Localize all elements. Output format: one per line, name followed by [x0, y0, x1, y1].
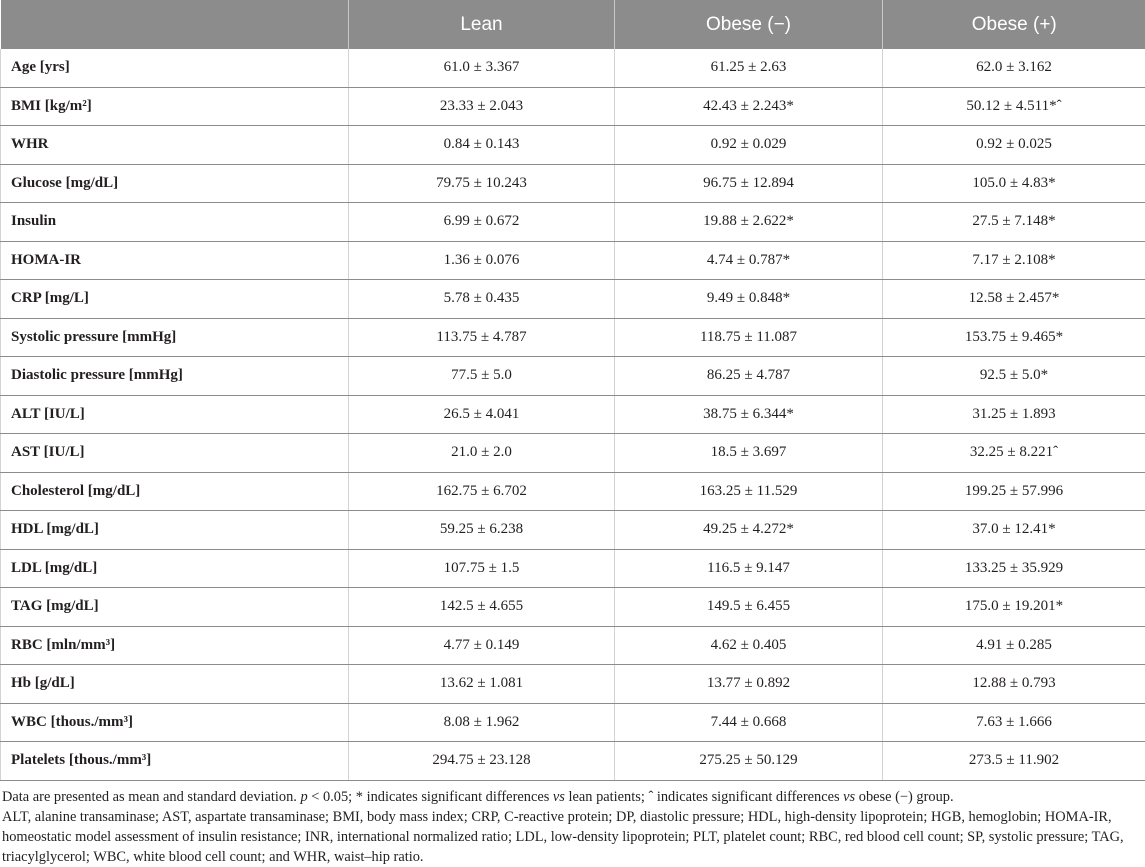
table-row [1, 49, 1145, 87]
cell-lean: 23.33 ± 2.043 [349, 87, 615, 126]
row-label: Age [yrs] [1, 49, 349, 87]
cell-obese-negative: 118.75 ± 11.087 [615, 318, 883, 357]
cell-lean: 0.84 ± 0.143 [349, 126, 615, 165]
cell-obese-negative: 116.5 ± 9.147 [615, 549, 883, 588]
cell-lean: 113.75 ± 4.787 [349, 318, 615, 357]
row-label: Hb [g/dL] [1, 665, 349, 704]
footnote-vs: vs [843, 789, 855, 805]
table-row [1, 626, 1145, 665]
cell-lean: 77.5 ± 5.0 [349, 357, 615, 396]
cell-lean: 61.0 ± 3.367 [349, 49, 615, 87]
table-row [1, 549, 1145, 588]
table-row [1, 280, 1145, 319]
cell-obese-negative: 18.5 ± 3.697 [615, 434, 883, 473]
cell-obese-negative: 96.75 ± 12.894 [615, 164, 883, 203]
cell-obese-negative: 275.25 ± 50.129 [615, 742, 883, 781]
row-label: AST [IU/L] [1, 434, 349, 473]
table-row [1, 203, 1145, 242]
cell-lean: 8.08 ± 1.962 [349, 703, 615, 742]
cell-obese-positive: 7.17 ± 2.108* [883, 241, 1145, 280]
cell-lean: 21.0 ± 2.0 [349, 434, 615, 473]
row-label: LDL [mg/dL] [1, 549, 349, 588]
row-label: HOMA-IR [1, 241, 349, 280]
cell-obese-positive: 27.5 ± 7.148* [883, 203, 1145, 242]
cell-obese-negative: 4.62 ± 0.405 [615, 626, 883, 665]
cell-obese-positive: 199.25 ± 57.996 [883, 472, 1145, 511]
table-row [1, 665, 1145, 704]
cell-obese-negative: 0.92 ± 0.029 [615, 126, 883, 165]
footnote-text: lean patients; ˆ indicates significant differences [565, 789, 843, 805]
row-label: HDL [mg/dL] [1, 511, 349, 550]
cell-obese-positive: 7.63 ± 1.666 [883, 703, 1145, 742]
table-header [1, 0, 1145, 49]
cell-obese-negative: 13.77 ± 0.892 [615, 665, 883, 704]
cell-obese-negative: 4.74 ± 0.787* [615, 241, 883, 280]
cell-obese-positive: 133.25 ± 35.929 [883, 549, 1145, 588]
cell-obese-positive: 273.5 ± 11.902 [883, 742, 1145, 781]
row-label: BMI [kg/m²] [1, 87, 349, 126]
table-row [1, 434, 1145, 473]
cell-obese-negative: 61.25 ± 2.63 [615, 49, 883, 87]
cell-obese-negative: 86.25 ± 4.787 [615, 357, 883, 396]
cell-obese-negative: 7.44 ± 0.668 [615, 703, 883, 742]
cell-lean: 59.25 ± 6.238 [349, 511, 615, 550]
table-row [1, 588, 1145, 627]
cell-obese-positive: 105.0 ± 4.83* [883, 164, 1145, 203]
cell-lean: 26.5 ± 4.041 [349, 395, 615, 434]
cell-lean: 13.62 ± 1.081 [349, 665, 615, 704]
row-label: Cholesterol [mg/dL] [1, 472, 349, 511]
header-empty-cell [1, 0, 349, 49]
table-row [1, 511, 1145, 550]
row-label: ALT [IU/L] [1, 395, 349, 434]
row-label: WHR [1, 126, 349, 165]
cell-obese-positive: 50.12 ± 4.511*ˆ [883, 87, 1145, 126]
cell-obese-positive: 153.75 ± 9.465* [883, 318, 1145, 357]
cell-obese-negative: 38.75 ± 6.344* [615, 395, 883, 434]
table-body [1, 49, 1145, 780]
table-row [1, 241, 1145, 280]
table-row [1, 703, 1145, 742]
cell-obese-positive: 92.5 ± 5.0* [883, 357, 1145, 396]
cell-obese-negative: 163.25 ± 11.529 [615, 472, 883, 511]
header-row [1, 0, 1145, 49]
header-obese-positive: Obese (+) [883, 0, 1145, 49]
cell-obese-negative: 9.49 ± 0.848* [615, 280, 883, 319]
cell-obese-negative: 19.88 ± 2.622* [615, 203, 883, 242]
cell-lean: 107.75 ± 1.5 [349, 549, 615, 588]
cell-obese-positive: 32.25 ± 8.221ˆ [883, 434, 1145, 473]
row-label: Glucose [mg/dL] [1, 164, 349, 203]
footnote-text: obese (−) group. [855, 789, 953, 805]
cell-obese-positive: 12.88 ± 0.793 [883, 665, 1145, 704]
table-footnotes [0, 781, 1145, 867]
cell-lean: 4.77 ± 0.149 [349, 626, 615, 665]
footnote-significance [2, 787, 1143, 807]
header-lean: Lean [349, 0, 615, 49]
cell-obese-positive: 4.91 ± 0.285 [883, 626, 1145, 665]
row-label: Insulin [1, 203, 349, 242]
table-row [1, 318, 1145, 357]
row-label: WBC [thous./mm³] [1, 703, 349, 742]
row-label: CRP [mg/L] [1, 280, 349, 319]
table-row [1, 87, 1145, 126]
table-row [1, 164, 1145, 203]
cell-obese-positive: 62.0 ± 3.162 [883, 49, 1145, 87]
header-obese-negative: Obese (−) [615, 0, 883, 49]
cell-obese-negative: 49.25 ± 4.272* [615, 511, 883, 550]
cell-obese-negative: 42.43 ± 2.243* [615, 87, 883, 126]
table-row [1, 357, 1145, 396]
cell-lean: 79.75 ± 10.243 [349, 164, 615, 203]
cell-obese-positive: 175.0 ± 19.201* [883, 588, 1145, 627]
cell-lean: 6.99 ± 0.672 [349, 203, 615, 242]
row-label: TAG [mg/dL] [1, 588, 349, 627]
footnote-p-symbol: p [300, 789, 307, 805]
footnote-vs: vs [553, 789, 565, 805]
row-label: Platelets [thous./mm³] [1, 742, 349, 781]
footnote-text: Data are presented as mean and standard deviation. [2, 789, 300, 805]
cell-obese-negative: 149.5 ± 6.455 [615, 588, 883, 627]
cell-obese-positive: 0.92 ± 0.025 [883, 126, 1145, 165]
row-label: Systolic pressure [mmHg] [1, 318, 349, 357]
cell-lean: 142.5 ± 4.655 [349, 588, 615, 627]
cell-lean: 1.36 ± 0.076 [349, 241, 615, 280]
table-row [1, 395, 1145, 434]
row-label: RBC [mln/mm³] [1, 626, 349, 665]
cell-obese-positive: 37.0 ± 12.41* [883, 511, 1145, 550]
cell-obese-positive: 31.25 ± 1.893 [883, 395, 1145, 434]
row-label: Diastolic pressure [mmHg] [1, 357, 349, 396]
table-row [1, 472, 1145, 511]
cell-lean: 5.78 ± 0.435 [349, 280, 615, 319]
cell-lean: 294.75 ± 23.128 [349, 742, 615, 781]
table-row [1, 126, 1145, 165]
cell-obese-positive: 12.58 ± 2.457* [883, 280, 1145, 319]
footnote-abbreviations: ALT, alanine transaminase; AST, aspartate transaminase; BMI, body mass index; CRP, C-reactive protein; DP, diastolic pressure; HDL, high-density lipoprotein; HGB, hemoglobin; HOMA-IR, homeostatic model assessment of insulin resistance; INR, international normalized ratio; LDL, low-density lipoprotein; PLT, platelet count; RBC, red blood cell count; SP, systolic pressure; TAG, triacylglycerol; WBC, white blood cell count; and WHR, waist–hip ratio. [2, 807, 1143, 867]
cell-lean: 162.75 ± 6.702 [349, 472, 615, 511]
footnote-text: < 0.05; * indicates significant differences [308, 789, 553, 805]
table-row [1, 742, 1145, 781]
